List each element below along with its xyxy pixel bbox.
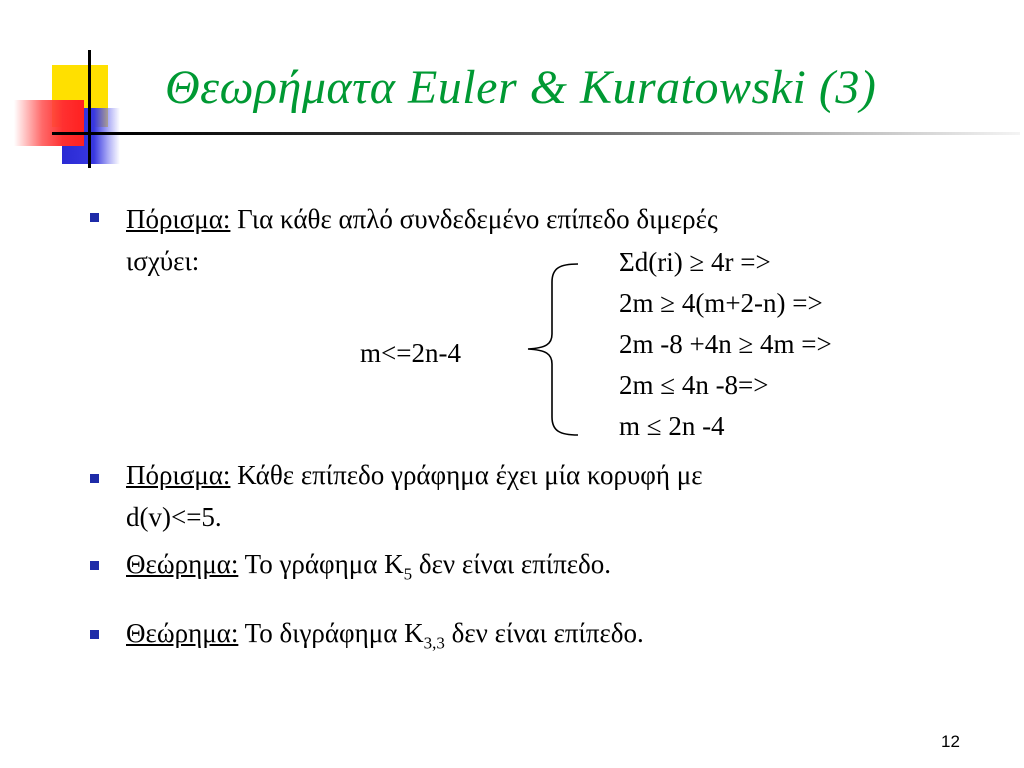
derivation — [619, 242, 832, 447]
item-4 — [126, 612, 644, 664]
logo-horizontal-line — [52, 132, 122, 135]
corner-logo — [0, 0, 140, 170]
slide-title: Θεωρήματα Euler & Kuratowski (3) — [165, 61, 877, 114]
item-4-text: Το διγράφημα K — [238, 618, 424, 648]
derivation-line-4: 2m ≤ 4n -8=> — [619, 370, 769, 400]
item-1-text: Για κάθε απλό συνδεδεμένο επίπεδο διμερές — [230, 204, 718, 234]
item-3-text: Το γράφημα K — [238, 549, 404, 579]
bullet-3 — [90, 561, 99, 570]
item-2-text: Κάθε επίπεδο γράφημα έχει μία κορυφή με — [230, 460, 703, 490]
item-4-tail: δεν είναι επίπεδο. — [444, 618, 644, 648]
item-4-label: Θεώρημα: — [126, 618, 239, 648]
item-2-text-line2: d(v)<=5. — [126, 502, 222, 532]
bullet-1 — [90, 213, 99, 222]
inequality: m<=2n-4 — [360, 338, 461, 368]
logo-vertical-line — [88, 50, 91, 168]
item-3-tail: δεν είναι επίπεδο. — [412, 549, 612, 579]
item-3-label: Θεώρημα: — [126, 549, 239, 579]
derivation-line-5: m ≤ 2n -4 — [619, 411, 725, 441]
item-1-text-line2: ισχύει: — [126, 246, 200, 276]
title-rule — [120, 132, 1020, 135]
item-2 — [126, 454, 703, 538]
item-3-subscript: 5 — [403, 564, 413, 584]
bullet-4 — [90, 630, 99, 639]
item-3 — [126, 543, 611, 595]
bullet-2 — [90, 474, 99, 483]
derivation-line-1: Σd(ri) ≥ 4r => — [619, 247, 771, 277]
derivation-line-2: 2m ≥ 4(m+2-n) => — [619, 288, 823, 318]
item-1-label: Πόρισμα: — [126, 204, 231, 234]
item-2-label: Πόρισμα: — [126, 460, 231, 490]
item-4-subscript: 3,3 — [423, 633, 445, 653]
left-brace-icon — [520, 262, 582, 437]
logo-red-square — [14, 100, 84, 146]
derivation-line-3: 2m -8 +4n ≥ 4m => — [619, 329, 832, 359]
page-number: 12 — [941, 732, 960, 751]
